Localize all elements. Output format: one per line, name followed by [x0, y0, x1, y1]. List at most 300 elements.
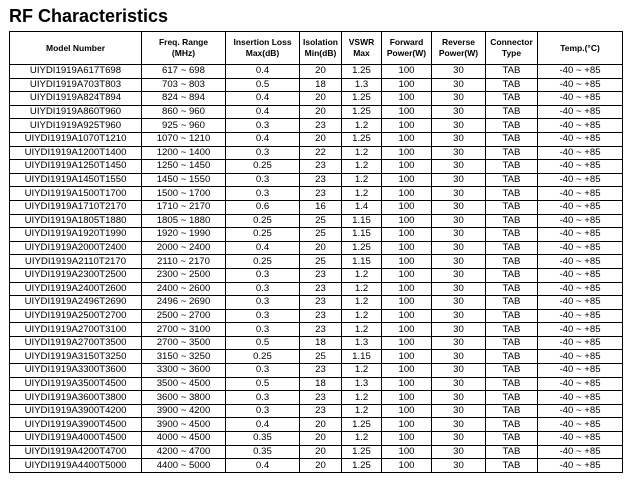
cell-freq-range: 3150 ~ 3250 — [142, 350, 226, 364]
column-header-line1: Forward — [389, 37, 424, 47]
cell-vswr: 1.15 — [342, 255, 382, 269]
cell-temp: -40 ~ +85 — [538, 364, 623, 378]
cell-connector-type: TAB — [486, 119, 538, 133]
cell-connector-type: TAB — [486, 323, 538, 337]
cell-connector-type: TAB — [486, 282, 538, 296]
cell-reverse-power: 30 — [432, 146, 486, 160]
table-row — [10, 364, 623, 378]
cell-model-number: UIYDI1919A2400T2600 — [10, 282, 142, 296]
cell-forward-power: 100 — [382, 404, 432, 418]
cell-isolation: 23 — [300, 323, 342, 337]
cell-reverse-power: 30 — [432, 377, 486, 391]
cell-insertion-loss: 0.3 — [226, 404, 300, 418]
cell-freq-range: 2110 ~ 2170 — [142, 255, 226, 269]
cell-vswr: 1.2 — [342, 119, 382, 133]
cell-temp: -40 ~ +85 — [538, 350, 623, 364]
cell-vswr: 1.3 — [342, 377, 382, 391]
cell-insertion-loss: 0.6 — [226, 200, 300, 214]
cell-temp: -40 ~ +85 — [538, 119, 623, 133]
cell-reverse-power: 30 — [432, 65, 486, 79]
cell-temp: -40 ~ +85 — [538, 146, 623, 160]
cell-reverse-power: 30 — [432, 255, 486, 269]
cell-forward-power: 100 — [382, 323, 432, 337]
cell-isolation: 22 — [300, 146, 342, 160]
cell-vswr: 1.2 — [342, 173, 382, 187]
cell-vswr: 1.2 — [342, 309, 382, 323]
cell-temp: -40 ~ +85 — [538, 173, 623, 187]
cell-isolation: 23 — [300, 296, 342, 310]
table-row — [10, 160, 623, 174]
cell-isolation: 16 — [300, 200, 342, 214]
cell-connector-type: TAB — [486, 200, 538, 214]
cell-isolation: 23 — [300, 404, 342, 418]
cell-reverse-power: 30 — [432, 132, 486, 146]
cell-vswr: 1.25 — [342, 132, 382, 146]
cell-isolation: 20 — [300, 432, 342, 446]
cell-reverse-power: 30 — [432, 309, 486, 323]
column-header-line2: Min(dB) — [304, 48, 337, 58]
column-header-line1: VSWR — [348, 37, 375, 47]
cell-forward-power: 100 — [382, 105, 432, 119]
cell-vswr: 1.2 — [342, 160, 382, 174]
cell-temp: -40 ~ +85 — [538, 445, 623, 459]
column-header-line1: Isolation — [303, 37, 338, 47]
cell-isolation: 23 — [300, 282, 342, 296]
cell-isolation: 20 — [300, 241, 342, 255]
cell-vswr: 1.4 — [342, 200, 382, 214]
cell-connector-type: TAB — [486, 432, 538, 446]
cell-model-number: UIYDI1919A824T894 — [10, 92, 142, 106]
cell-freq-range: 703 ~ 803 — [142, 78, 226, 92]
table-row — [10, 282, 623, 296]
table-row — [10, 187, 623, 201]
cell-freq-range: 1805 ~ 1880 — [142, 214, 226, 228]
cell-isolation: 23 — [300, 309, 342, 323]
column-header-reverse-power — [432, 32, 486, 65]
column-header-forward-power — [382, 32, 432, 65]
cell-forward-power: 100 — [382, 336, 432, 350]
cell-connector-type: TAB — [486, 78, 538, 92]
table-row — [10, 65, 623, 79]
cell-freq-range: 2400 ~ 2600 — [142, 282, 226, 296]
table-row — [10, 105, 623, 119]
cell-model-number: UIYDI1919A703T803 — [10, 78, 142, 92]
cell-vswr: 1.2 — [342, 296, 382, 310]
cell-freq-range: 4000 ~ 4500 — [142, 432, 226, 446]
cell-connector-type: TAB — [486, 92, 538, 106]
column-header-connector-type — [486, 32, 538, 65]
cell-freq-range: 1500 ~ 1700 — [142, 187, 226, 201]
cell-isolation: 20 — [300, 459, 342, 473]
cell-reverse-power: 30 — [432, 432, 486, 446]
cell-isolation: 18 — [300, 78, 342, 92]
cell-temp: -40 ~ +85 — [538, 377, 623, 391]
table-row — [10, 241, 623, 255]
cell-connector-type: TAB — [486, 214, 538, 228]
table-row — [10, 445, 623, 459]
table-row — [10, 350, 623, 364]
cell-freq-range: 4200 ~ 4700 — [142, 445, 226, 459]
cell-connector-type: TAB — [486, 309, 538, 323]
cell-temp: -40 ~ +85 — [538, 132, 623, 146]
cell-isolation: 25 — [300, 214, 342, 228]
cell-model-number: UIYDI1919A860T960 — [10, 105, 142, 119]
cell-vswr: 1.3 — [342, 336, 382, 350]
cell-isolation: 25 — [300, 255, 342, 269]
cell-temp: -40 ~ +85 — [538, 241, 623, 255]
cell-forward-power: 100 — [382, 187, 432, 201]
cell-freq-range: 1250 ~ 1450 — [142, 160, 226, 174]
cell-forward-power: 100 — [382, 132, 432, 146]
cell-isolation: 20 — [300, 445, 342, 459]
table-row — [10, 173, 623, 187]
cell-connector-type: TAB — [486, 459, 538, 473]
cell-insertion-loss: 0.3 — [226, 187, 300, 201]
cell-model-number: UIYDI1919A1920T1990 — [10, 228, 142, 242]
cell-temp: -40 ~ +85 — [538, 228, 623, 242]
cell-vswr: 1.25 — [342, 459, 382, 473]
cell-connector-type: TAB — [486, 241, 538, 255]
cell-freq-range: 2500 ~ 2700 — [142, 309, 226, 323]
table-body — [10, 65, 623, 473]
table-row — [10, 255, 623, 269]
cell-isolation: 23 — [300, 160, 342, 174]
cell-connector-type: TAB — [486, 391, 538, 405]
table-row — [10, 296, 623, 310]
cell-vswr: 1.15 — [342, 228, 382, 242]
cell-freq-range: 3500 ~ 4500 — [142, 377, 226, 391]
cell-reverse-power: 30 — [432, 296, 486, 310]
cell-reverse-power: 30 — [432, 268, 486, 282]
cell-freq-range: 2700 ~ 3100 — [142, 323, 226, 337]
cell-freq-range: 2700 ~ 3500 — [142, 336, 226, 350]
cell-forward-power: 100 — [382, 255, 432, 269]
cell-forward-power: 100 — [382, 228, 432, 242]
cell-freq-range: 2000 ~ 2400 — [142, 241, 226, 255]
cell-temp: -40 ~ +85 — [538, 65, 623, 79]
cell-forward-power: 100 — [382, 296, 432, 310]
column-header-line1: Connector — [490, 37, 533, 47]
cell-insertion-loss: 0.4 — [226, 105, 300, 119]
cell-forward-power: 100 — [382, 160, 432, 174]
cell-temp: -40 ~ +85 — [538, 160, 623, 174]
cell-model-number: UIYDI1919A4000T4500 — [10, 432, 142, 446]
column-header-line2: Max — [353, 48, 370, 58]
cell-model-number: UIYDI1919A1710T2170 — [10, 200, 142, 214]
cell-insertion-loss: 0.3 — [226, 296, 300, 310]
table-row — [10, 404, 623, 418]
cell-model-number: UIYDI1919A3500T4500 — [10, 377, 142, 391]
column-header-model-number — [10, 32, 142, 65]
cell-vswr: 1.2 — [342, 432, 382, 446]
cell-forward-power: 100 — [382, 418, 432, 432]
cell-insertion-loss: 0.4 — [226, 92, 300, 106]
cell-reverse-power: 30 — [432, 350, 486, 364]
cell-insertion-loss: 0.4 — [226, 65, 300, 79]
cell-model-number: UIYDI1919A4200T4700 — [10, 445, 142, 459]
cell-isolation: 25 — [300, 228, 342, 242]
cell-isolation: 23 — [300, 364, 342, 378]
cell-freq-range: 4400 ~ 5000 — [142, 459, 226, 473]
cell-reverse-power: 30 — [432, 323, 486, 337]
cell-model-number: UIYDI1919A3150T3250 — [10, 350, 142, 364]
cell-temp: -40 ~ +85 — [538, 105, 623, 119]
cell-model-number: UIYDI1919A2496T2690 — [10, 296, 142, 310]
table-row — [10, 92, 623, 106]
cell-connector-type: TAB — [486, 187, 538, 201]
cell-insertion-loss: 0.3 — [226, 173, 300, 187]
cell-forward-power: 100 — [382, 391, 432, 405]
cell-isolation: 23 — [300, 391, 342, 405]
table-row — [10, 78, 623, 92]
cell-forward-power: 100 — [382, 445, 432, 459]
cell-forward-power: 100 — [382, 78, 432, 92]
cell-connector-type: TAB — [486, 105, 538, 119]
cell-temp: -40 ~ +85 — [538, 214, 623, 228]
cell-isolation: 23 — [300, 187, 342, 201]
cell-reverse-power: 30 — [432, 336, 486, 350]
cell-temp: -40 ~ +85 — [538, 309, 623, 323]
cell-freq-range: 3900 ~ 4200 — [142, 404, 226, 418]
table-row — [10, 418, 623, 432]
cell-vswr: 1.25 — [342, 105, 382, 119]
cell-isolation: 23 — [300, 173, 342, 187]
cell-model-number: UIYDI1919A1450T1550 — [10, 173, 142, 187]
cell-isolation: 20 — [300, 418, 342, 432]
cell-model-number: UIYDI1919A1070T1210 — [10, 132, 142, 146]
cell-reverse-power: 30 — [432, 105, 486, 119]
cell-insertion-loss: 0.3 — [226, 282, 300, 296]
cell-model-number: UIYDI1919A3900T4500 — [10, 418, 142, 432]
cell-temp: -40 ~ +85 — [538, 187, 623, 201]
cell-forward-power: 100 — [382, 377, 432, 391]
column-header-line2: Power(W) — [438, 48, 479, 58]
cell-insertion-loss: 0.3 — [226, 391, 300, 405]
cell-freq-range: 3300 ~ 3600 — [142, 364, 226, 378]
cell-isolation: 20 — [300, 132, 342, 146]
column-header-line2: Type — [501, 48, 522, 58]
cell-model-number: UIYDI1919A925T960 — [10, 119, 142, 133]
column-header-freq-range — [142, 32, 226, 65]
cell-temp: -40 ~ +85 — [538, 391, 623, 405]
cell-connector-type: TAB — [486, 364, 538, 378]
cell-model-number: UIYDI1919A3300T3600 — [10, 364, 142, 378]
cell-temp: -40 ~ +85 — [538, 404, 623, 418]
cell-reverse-power: 30 — [432, 364, 486, 378]
cell-vswr: 1.2 — [342, 187, 382, 201]
cell-model-number: UIYDI1919A4400T5000 — [10, 459, 142, 473]
cell-vswr: 1.2 — [342, 404, 382, 418]
cell-insertion-loss: 0.25 — [226, 255, 300, 269]
cell-forward-power: 100 — [382, 459, 432, 473]
table-row — [10, 309, 623, 323]
cell-model-number: UIYDI1919A2110T2170 — [10, 255, 142, 269]
cell-vswr: 1.2 — [342, 323, 382, 337]
cell-vswr: 1.25 — [342, 418, 382, 432]
cell-temp: -40 ~ +85 — [538, 282, 623, 296]
cell-temp: -40 ~ +85 — [538, 336, 623, 350]
cell-vswr: 1.25 — [342, 92, 382, 106]
table-row — [10, 268, 623, 282]
table-row — [10, 200, 623, 214]
cell-isolation: 18 — [300, 336, 342, 350]
cell-forward-power: 100 — [382, 214, 432, 228]
table-header-row — [10, 32, 623, 65]
table-row — [10, 146, 623, 160]
cell-forward-power: 100 — [382, 432, 432, 446]
cell-freq-range: 824 ~ 894 — [142, 92, 226, 106]
cell-insertion-loss: 0.3 — [226, 146, 300, 160]
cell-insertion-loss: 0.35 — [226, 445, 300, 459]
cell-model-number: UIYDI1919A2300T2500 — [10, 268, 142, 282]
cell-forward-power: 100 — [382, 268, 432, 282]
cell-vswr: 1.2 — [342, 282, 382, 296]
cell-forward-power: 100 — [382, 146, 432, 160]
cell-forward-power: 100 — [382, 65, 432, 79]
rf-characteristics-table — [9, 31, 623, 473]
cell-model-number: UIYDI1919A3600T3800 — [10, 391, 142, 405]
cell-connector-type: TAB — [486, 146, 538, 160]
cell-insertion-loss: 0.5 — [226, 377, 300, 391]
cell-isolation: 20 — [300, 105, 342, 119]
cell-freq-range: 1200 ~ 1400 — [142, 146, 226, 160]
column-header-isolation — [300, 32, 342, 65]
column-header-line1: Insertion Loss — [233, 37, 292, 47]
column-header-line1: Model Number — [45, 42, 106, 53]
cell-freq-range: 617 ~ 698 — [142, 65, 226, 79]
cell-insertion-loss: 0.4 — [226, 132, 300, 146]
cell-reverse-power: 30 — [432, 187, 486, 201]
cell-freq-range: 1710 ~ 2170 — [142, 200, 226, 214]
cell-vswr: 1.2 — [342, 391, 382, 405]
cell-freq-range: 1070 ~ 1210 — [142, 132, 226, 146]
cell-vswr: 1.15 — [342, 350, 382, 364]
cell-forward-power: 100 — [382, 282, 432, 296]
cell-isolation: 25 — [300, 350, 342, 364]
column-header-temp — [538, 32, 623, 65]
cell-insertion-loss: 0.25 — [226, 228, 300, 242]
cell-insertion-loss: 0.5 — [226, 78, 300, 92]
cell-freq-range: 2496 ~ 2690 — [142, 296, 226, 310]
cell-model-number: UIYDI1919A1250T1450 — [10, 160, 142, 174]
cell-temp: -40 ~ +85 — [538, 459, 623, 473]
cell-model-number: UIYDI1919A617T698 — [10, 65, 142, 79]
cell-freq-range: 1920 ~ 1990 — [142, 228, 226, 242]
cell-temp: -40 ~ +85 — [538, 432, 623, 446]
cell-reverse-power: 30 — [432, 459, 486, 473]
cell-insertion-loss: 0.4 — [226, 418, 300, 432]
cell-connector-type: TAB — [486, 296, 538, 310]
cell-isolation: 23 — [300, 119, 342, 133]
cell-temp: -40 ~ +85 — [538, 296, 623, 310]
cell-freq-range: 3900 ~ 4500 — [142, 418, 226, 432]
cell-insertion-loss: 0.35 — [226, 432, 300, 446]
cell-connector-type: TAB — [486, 132, 538, 146]
cell-isolation: 20 — [300, 65, 342, 79]
cell-isolation: 18 — [300, 377, 342, 391]
cell-connector-type: TAB — [486, 418, 538, 432]
cell-model-number: UIYDI1919A2700T3500 — [10, 336, 142, 350]
cell-vswr: 1.2 — [342, 364, 382, 378]
cell-insertion-loss: 0.3 — [226, 309, 300, 323]
cell-freq-range: 2300 ~ 2500 — [142, 268, 226, 282]
column-header-line2: (MHz) — [171, 48, 196, 58]
cell-temp: -40 ~ +85 — [538, 323, 623, 337]
cell-insertion-loss: 0.3 — [226, 268, 300, 282]
table-row — [10, 459, 623, 473]
cell-reverse-power: 30 — [432, 228, 486, 242]
cell-connector-type: TAB — [486, 445, 538, 459]
table-row — [10, 132, 623, 146]
column-header-line2: Max(dB) — [245, 48, 280, 58]
cell-freq-range: 860 ~ 960 — [142, 105, 226, 119]
cell-temp: -40 ~ +85 — [538, 418, 623, 432]
cell-temp: -40 ~ +85 — [538, 92, 623, 106]
cell-insertion-loss: 0.25 — [226, 350, 300, 364]
cell-forward-power: 100 — [382, 309, 432, 323]
cell-forward-power: 100 — [382, 92, 432, 106]
cell-reverse-power: 30 — [432, 92, 486, 106]
table-row — [10, 377, 623, 391]
cell-model-number: UIYDI1919A2000T2400 — [10, 241, 142, 255]
cell-reverse-power: 30 — [432, 78, 486, 92]
table-row — [10, 323, 623, 337]
cell-forward-power: 100 — [382, 350, 432, 364]
cell-temp: -40 ~ +85 — [538, 200, 623, 214]
cell-model-number: UIYDI1919A1500T1700 — [10, 187, 142, 201]
cell-connector-type: TAB — [486, 336, 538, 350]
cell-forward-power: 100 — [382, 119, 432, 133]
cell-reverse-power: 30 — [432, 160, 486, 174]
column-header-line1: Freq. Range — [158, 37, 209, 47]
cell-connector-type: TAB — [486, 160, 538, 174]
cell-model-number: UIYDI1919A1200T1400 — [10, 146, 142, 160]
cell-temp: -40 ~ +85 — [538, 255, 623, 269]
table-row — [10, 432, 623, 446]
cell-forward-power: 100 — [382, 173, 432, 187]
cell-vswr: 1.25 — [342, 445, 382, 459]
cell-freq-range: 3600 ~ 3800 — [142, 391, 226, 405]
cell-connector-type: TAB — [486, 377, 538, 391]
cell-vswr: 1.2 — [342, 146, 382, 160]
cell-vswr: 1.25 — [342, 65, 382, 79]
cell-isolation: 20 — [300, 92, 342, 106]
cell-model-number: UIYDI1919A1805T1880 — [10, 214, 142, 228]
table-row — [10, 336, 623, 350]
cell-connector-type: TAB — [486, 173, 538, 187]
cell-model-number: UIYDI1919A2500T2700 — [10, 309, 142, 323]
column-header-line1: Reverse — [441, 37, 476, 47]
cell-reverse-power: 30 — [432, 282, 486, 296]
cell-reverse-power: 30 — [432, 418, 486, 432]
cell-connector-type: TAB — [486, 350, 538, 364]
cell-insertion-loss: 0.5 — [226, 336, 300, 350]
cell-vswr: 1.25 — [342, 241, 382, 255]
cell-isolation: 23 — [300, 268, 342, 282]
cell-temp: -40 ~ +85 — [538, 268, 623, 282]
cell-insertion-loss: 0.3 — [226, 364, 300, 378]
cell-reverse-power: 30 — [432, 241, 486, 255]
cell-connector-type: TAB — [486, 228, 538, 242]
cell-insertion-loss: 0.3 — [226, 119, 300, 133]
table-row — [10, 228, 623, 242]
cell-freq-range: 925 ~ 960 — [142, 119, 226, 133]
cell-temp: -40 ~ +85 — [538, 78, 623, 92]
cell-insertion-loss: 0.25 — [226, 214, 300, 228]
cell-connector-type: TAB — [486, 65, 538, 79]
page-title: RF Characteristics — [9, 6, 169, 26]
cell-reverse-power: 30 — [432, 445, 486, 459]
